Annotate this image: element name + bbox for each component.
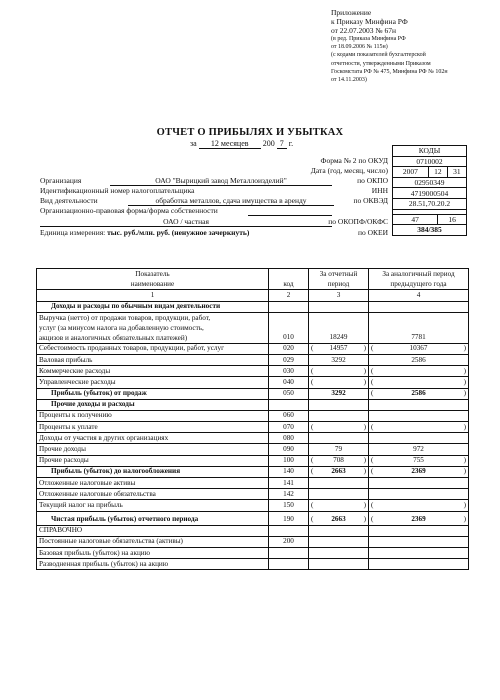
row-previous-value: [369, 366, 469, 377]
row-current-value: [309, 410, 369, 421]
row-label: Чистая прибыль (убыток) отчетного периода: [37, 511, 269, 525]
value-number: [313, 423, 363, 433]
paren-close: ): [463, 467, 466, 476]
value-number: 2369: [411, 467, 426, 476]
row-label: Валовая прибыль: [37, 354, 269, 365]
report-period: [190, 139, 293, 149]
income-statement-table: [36, 268, 469, 570]
row-current-value: 79: [309, 444, 369, 455]
empty-cell: [369, 301, 469, 312]
row-label: Отложенные налоговые активы: [37, 478, 269, 489]
paren-close: ): [363, 377, 366, 386]
paren-close: ): [363, 422, 366, 431]
paren-open: (: [371, 366, 374, 375]
row-previous-value: [369, 433, 469, 444]
value-number: 755: [413, 456, 424, 465]
unit-value: тыс. руб./млн. руб. (ненужное зачеркнуть): [107, 228, 250, 237]
table-row: [37, 547, 469, 558]
table-row: [37, 444, 469, 455]
row-current-value: [309, 489, 369, 500]
section-ordinary-activities: Доходы и расходы по обычным видам деятельности: [37, 301, 269, 312]
value-number: 2663: [331, 514, 346, 523]
row-previous-value: [369, 399, 469, 410]
paren-close: ): [463, 366, 466, 375]
inn-row-label: Идентификационный номер налогоплательщика: [40, 186, 195, 195]
okved-label: по ОКВЭД: [353, 196, 388, 205]
row-label: Прочие расходы: [37, 455, 269, 466]
table-row: [37, 366, 469, 377]
paren-open: (: [371, 500, 374, 509]
row-label: Коммерческие расходы: [37, 366, 269, 377]
revenue-line: услуг (за минусом налога на добавленную стоимость,: [39, 323, 204, 332]
table-row: [37, 377, 469, 388]
period-months: 12 месяцев: [199, 139, 261, 149]
row-current-value: [309, 343, 369, 354]
row-current-value: [309, 478, 369, 489]
row-previous-value: 2586: [369, 354, 469, 365]
value-number: [373, 423, 463, 433]
table-row: [37, 525, 469, 536]
col-number-4: 4: [369, 290, 469, 301]
date-month: 12: [428, 167, 447, 178]
col-indicator-header: Показатель: [37, 269, 269, 280]
row-code: 050: [269, 388, 309, 399]
org-label: Организация: [40, 176, 82, 185]
paren-open: (: [311, 514, 314, 523]
appendix-line: (в ред. Приказа Минфина РФ: [331, 36, 406, 42]
paren-open: (: [371, 422, 374, 431]
table-row: [37, 489, 469, 500]
unit-prefix: Единица измерения:: [40, 228, 106, 237]
row-label: Постоянные налоговые обязательства (активы): [37, 536, 269, 547]
row-code: 029: [269, 354, 309, 365]
row-current-value: [309, 500, 369, 511]
paren-open: (: [311, 344, 314, 353]
table-row: [37, 399, 469, 410]
okud-code: 0710002: [393, 156, 467, 167]
okpo-label: по ОКПО: [357, 176, 388, 185]
row-current-value: [309, 511, 369, 525]
codes-header: КОДЫ: [393, 146, 467, 157]
row-current-value: [309, 422, 369, 433]
table-row: [37, 410, 469, 421]
empty-cell: [309, 301, 369, 312]
paren-open: (: [311, 377, 314, 386]
legal-form-value: ОАО / частная: [40, 217, 332, 227]
row-current-value: [309, 547, 369, 558]
row-label: Отложенные налоговые обязательства: [37, 489, 269, 500]
revenue-line: акцизов и аналогичных обязательных платежей): [39, 333, 188, 342]
row-label: Себестоимость проданных товаров, продукции, работ, услуг: [37, 343, 269, 354]
paren-open: (: [371, 456, 374, 465]
row-label: Проценты к получению: [37, 410, 269, 421]
row-label: Прибыль (убыток) до налогообложения: [37, 466, 269, 477]
value-number: 708: [333, 456, 344, 465]
row-current-value: [309, 525, 369, 536]
paren-open: (: [311, 500, 314, 509]
row-previous-value: [369, 559, 469, 570]
row-previous-value: [369, 500, 469, 511]
appendix-line: Госкомстата РФ № 475, Минфина РФ № 102н: [331, 68, 448, 75]
revenue-line: Выручка (нетто) от продажи товаров, продукции, работ,: [39, 313, 211, 322]
table-row: [37, 478, 469, 489]
row-current-value: [309, 377, 369, 388]
col-current-header-2: период: [309, 279, 369, 290]
row-previous-value: [369, 388, 469, 399]
row-code: [269, 559, 309, 570]
paren-close: ): [463, 389, 466, 398]
paren-open: (: [371, 389, 374, 398]
appendix-line: от 22.07.2003 № 67н: [331, 26, 396, 35]
value-number: 10367: [409, 344, 428, 353]
paren-close: ): [463, 344, 466, 353]
row-current-value: [309, 399, 369, 410]
table-row: [37, 343, 469, 354]
value-number: [313, 378, 363, 388]
activity-label: Вид деятельности: [40, 196, 98, 205]
revenue-label: [37, 312, 269, 343]
row-code: 141: [269, 478, 309, 489]
legal-form-label: Организационно-правовая форма/форма собственности: [40, 206, 218, 215]
form-label: Форма № 2 по ОКУД: [320, 156, 388, 165]
row-code: 070: [269, 422, 309, 433]
table-row: [37, 433, 469, 444]
paren-close: ): [363, 500, 366, 509]
row-current-value: [309, 559, 369, 570]
paren-close: ): [363, 456, 366, 465]
value-number: 2663: [331, 467, 346, 476]
col-number-3: 3: [309, 290, 369, 301]
okved-code: 28.51,70.20.2: [393, 198, 467, 209]
paren-open: (: [371, 377, 374, 386]
col-name-header: наименование: [37, 279, 269, 290]
paren-open: (: [371, 344, 374, 353]
row-code: 100: [269, 455, 309, 466]
row-current-value: 3292: [309, 354, 369, 365]
report-title: ОТЧЕТ О ПРИБЫЛЯХ И УБЫТКАХ: [156, 127, 344, 138]
paren-close: ): [463, 500, 466, 509]
revenue-code: 010: [269, 312, 309, 343]
row-code: [269, 525, 309, 536]
row-code: 030: [269, 366, 309, 377]
row-code: 080: [269, 433, 309, 444]
row-label: Проценты к уплате: [37, 422, 269, 433]
col-code-header: код: [269, 269, 309, 290]
paren-close: ): [363, 514, 366, 523]
row-code: 040: [269, 377, 309, 388]
revenue-previous: 7781: [369, 312, 469, 343]
row-current-value: 3292: [309, 388, 369, 399]
row-previous-value: [369, 377, 469, 388]
col-number-1: 1: [37, 290, 269, 301]
row-current-value: [309, 455, 369, 466]
value-number: [373, 378, 463, 388]
row-previous-value: [369, 525, 469, 536]
appendix-line: к Приказу Минфина РФ: [331, 17, 408, 26]
paren-open: (: [311, 467, 314, 476]
row-label: Текущий налог на прибыль: [37, 500, 269, 511]
row-previous-value: [369, 410, 469, 421]
row-label: Прочие доходы и расходы: [37, 399, 269, 410]
row-code: 200: [269, 536, 309, 547]
period-za: за: [190, 139, 197, 148]
row-previous-value: [369, 547, 469, 558]
row-code: 140: [269, 466, 309, 477]
paren-close: ): [363, 344, 366, 353]
appendix-note: [331, 8, 499, 84]
col-number-2: 2: [269, 290, 309, 301]
table-row: [37, 455, 469, 466]
table-row: [37, 536, 469, 547]
statement-rows: [37, 343, 469, 570]
row-previous-value: [369, 489, 469, 500]
row-previous-value: [369, 466, 469, 477]
value-number: [313, 501, 363, 511]
row-current-value: [309, 536, 369, 547]
value-number: 2369: [411, 514, 426, 523]
paren-open: (: [311, 422, 314, 431]
paren-close: ): [463, 456, 466, 465]
row-code: 060: [269, 410, 309, 421]
row-previous-value: [369, 478, 469, 489]
table-row: [37, 500, 469, 511]
period-year-prefix: 200: [262, 139, 275, 148]
paren-close: ): [463, 514, 466, 523]
row-code: 090: [269, 444, 309, 455]
table-row: [37, 466, 469, 477]
row-label: Прочие доходы: [37, 444, 269, 455]
col-current-header-1: За отчетный: [309, 269, 369, 280]
okei-label: по ОКЕИ: [357, 228, 388, 237]
legal-form-underline: [248, 215, 332, 216]
paren-close: ): [363, 366, 366, 375]
row-previous-value: [369, 511, 469, 525]
codes-box: [392, 145, 467, 236]
row-current-value: [309, 466, 369, 477]
activity-value: обработка металлов, сдача имущества в аренду: [128, 196, 334, 206]
row-label: Прибыль (убыток) от продаж: [37, 388, 269, 399]
table-row: [37, 422, 469, 433]
appendix-line: Приложение: [331, 8, 372, 17]
row-code: 020: [269, 343, 309, 354]
appendix-line: от 18.09.2006 № 115н): [331, 44, 388, 51]
col-prev-header-1: За аналогичный период: [369, 269, 469, 280]
unit-row: [40, 228, 249, 237]
row-previous-value: [369, 455, 469, 466]
value-number: 14957: [329, 344, 348, 353]
date-day: 31: [447, 167, 466, 178]
row-code: [269, 399, 309, 410]
okei-code: 384/385: [393, 225, 467, 236]
paren-open: (: [371, 467, 374, 476]
row-label: Управленческие расходы: [37, 377, 269, 388]
col-prev-header-2: предыдущего года: [369, 279, 469, 290]
inn-label: ИНН: [371, 186, 388, 195]
paren-open: (: [371, 514, 374, 523]
value-number: 2586: [411, 389, 426, 398]
value-number: [313, 367, 363, 377]
date-year: 2007: [393, 167, 429, 178]
table-row: [37, 354, 469, 365]
row-code: 142: [269, 489, 309, 500]
paren-close: ): [363, 467, 366, 476]
paren-close: ): [463, 377, 466, 386]
row-current-value: [309, 366, 369, 377]
org-value: ОАО "Вырицкий завод Металлоизделий": [110, 176, 332, 186]
appendix-line: (с кодами показателей бухгалтерской: [331, 52, 426, 59]
period-year-suffix: г.: [288, 139, 294, 148]
date-label: Дата (год, месяц, число): [310, 166, 388, 175]
okpo-code: 02950349: [393, 177, 467, 188]
row-code: [269, 547, 309, 558]
okopf-label: по ОКОПФ/ОКФС: [328, 217, 388, 226]
paren-open: (: [311, 456, 314, 465]
table-row: [37, 559, 469, 570]
appendix-line: отчетности, утвержденными Приказом: [331, 60, 431, 67]
value-number: [373, 501, 463, 511]
row-label: Доходы от участия в других организациях: [37, 433, 269, 444]
period-year-digit: 7: [277, 139, 287, 149]
table-row: [37, 511, 469, 525]
table-row: [37, 388, 469, 399]
okfs-code: 16: [438, 214, 467, 225]
row-current-value: [309, 433, 369, 444]
revenue-current: 18249: [309, 312, 369, 343]
appendix-line: от 14.11.2003): [331, 77, 367, 84]
row-label: Разводненная прибыль (убыток) на акцию: [37, 559, 269, 570]
value-number: [373, 367, 463, 377]
inn-code: 4719000504: [393, 188, 467, 199]
row-previous-value: 972: [369, 444, 469, 455]
paren-open: (: [311, 366, 314, 375]
row-previous-value: [369, 422, 469, 433]
empty-cell: [269, 301, 309, 312]
row-label: СПРАВОЧНО: [37, 525, 269, 536]
okopf-code: 47: [393, 214, 438, 225]
row-code: 190: [269, 511, 309, 525]
row-code: 150: [269, 500, 309, 511]
paren-close: ): [463, 422, 466, 431]
row-previous-value: [369, 343, 469, 354]
row-previous-value: [369, 536, 469, 547]
row-label: Базовая прибыль (убыток) на акцию: [37, 547, 269, 558]
